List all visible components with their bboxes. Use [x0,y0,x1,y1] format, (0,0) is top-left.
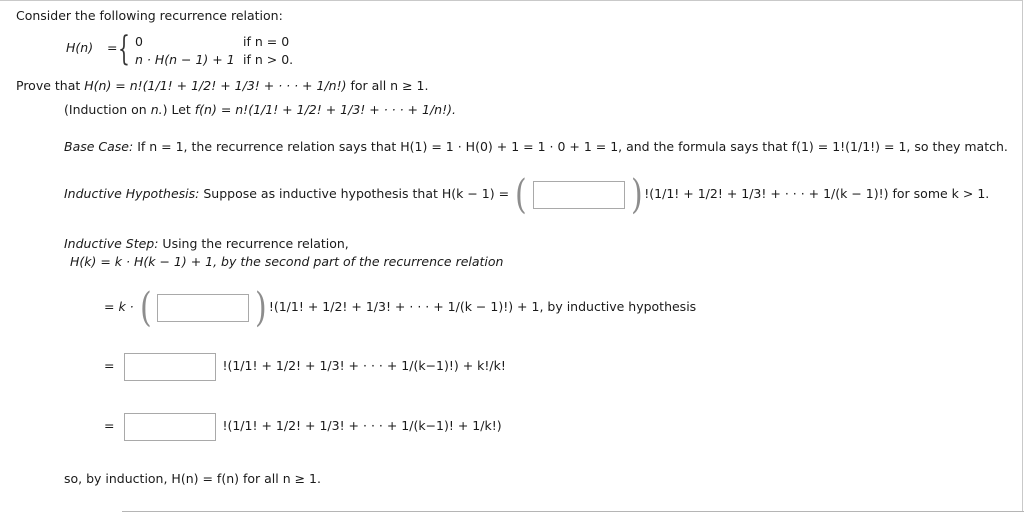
conclusion: so, by induction, H(n) = f(n) for all n ≥ 1. [64,471,321,486]
step-answer-input-3[interactable] [124,413,216,441]
step-answer-input-2[interactable] [124,353,216,381]
definition-equals: = [107,40,118,55]
step-line-4-prefix: = [104,358,115,373]
induction-var: n. [150,102,163,117]
step-line-4 [104,350,506,382]
step-label: Inductive Step: [64,236,159,251]
step-text: Using the recurrence relation, [158,236,349,251]
prove-prefix: Prove that [16,78,85,93]
base-case-text: If n = 1, the recurrence relation says that H(1) = 1 · H(0) + 1 = 1 · 0 + 1 = 1, and the formula says that f(1) = 1!(1/1!) = 1, so they match. [133,139,1008,154]
base-case-label: Base Case: [64,139,134,154]
intro-text: Consider the following recurrence relation: [16,8,283,23]
induction-def: f(n) = n!(1/1! + 1/2! + 1/3! + · · · + 1/n!). [194,102,456,117]
case-1-condition: if n = 0 [243,34,290,49]
hypothesis-answer-input[interactable] [533,181,625,209]
definition-lhs: H(n) [66,40,94,55]
step-line-3-after: !(1/1! + 1/2! + 1/3! + · · · + 1/(k − 1)!) + 1, by inductive hypothesis [268,299,697,314]
prove-statement [16,78,428,94]
prove-suffix: for all n ≥ 1. [346,78,429,93]
case-2-value: n · H(n − 1) + 1 [135,52,235,67]
left-paren-icon: ( [139,284,152,331]
step-line-5-prefix: = [104,418,115,433]
inductive-step [64,236,349,252]
left-paren-icon: ( [515,171,527,218]
step-line-2: H(k) = k · H(k − 1) + 1, by the second part of the recurrence relation [70,254,504,269]
induction-setup [64,102,456,118]
hypothesis-after: !(1/1! + 1/2! + 1/3! + · · · + 1/(k − 1)!) for some k > 1. [644,186,990,201]
hypothesis-text: Suppose as inductive hypothesis that H(k − 1) = [199,186,510,201]
step-line-5-after: !(1/1! + 1/2! + 1/3! + · · · + 1/(k−1)! + 1/k!) [222,418,502,433]
step-line-3 [104,284,697,331]
step-line-4-after: !(1/1! + 1/2! + 1/3! + · · · + 1/(k−1)!) + k!/k! [222,358,506,373]
inductive-hypothesis [64,171,990,218]
right-paren-icon: ) [630,171,643,218]
induction-mid: ) Let [162,102,195,117]
step-line-5 [104,410,502,442]
prove-claim: H(n) = n!(1/1! + 1/2! + 1/3! + · · · + 1/n!) [84,78,347,93]
hypothesis-label: Inductive Hypothesis: [64,186,200,201]
step-line-3-prefix: = k · [104,299,134,314]
case-2-condition: if n > 0. [243,52,294,67]
cases-brace: { [118,29,130,69]
base-case [64,139,1008,155]
case-1-value: 0 [135,34,143,49]
step-answer-input-1[interactable] [157,294,249,322]
right-paren-icon: ) [255,284,267,331]
bottom-divider [122,511,1024,512]
induction-prefix: (Induction on [64,102,151,117]
